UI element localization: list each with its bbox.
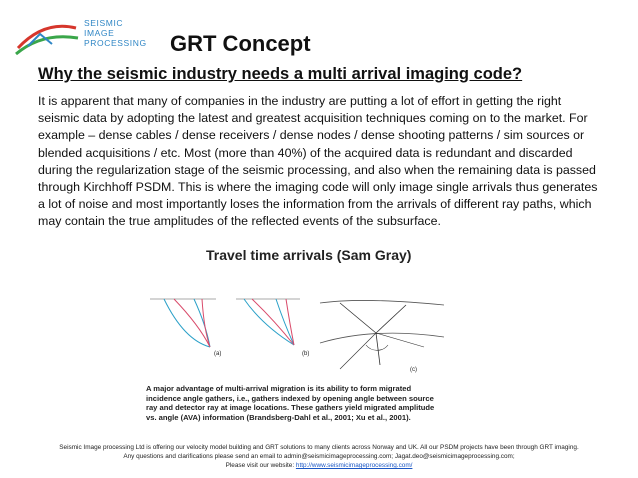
panel-label-c: (c) — [410, 367, 417, 373]
panel-label-b: (b) — [302, 351, 310, 357]
slide-title: GRT Concept — [170, 31, 311, 56]
panel-c-geometry — [320, 300, 444, 369]
website-link[interactable]: http://www.seismicimageprocessing.com/ — [295, 462, 413, 469]
logo-text — [84, 18, 147, 48]
panel-a-rays — [150, 299, 216, 347]
logo-line-2: IMAGE — [84, 28, 115, 38]
panel-b-rays — [236, 299, 300, 345]
panel-label-a: (a) — [214, 351, 222, 357]
slide-subtitle: Why the seismic industry needs a multi arrival imaging code? — [38, 65, 523, 83]
body-paragraph: It is apparent that many of companies in the industry are putting a lot of effort in getting the right seismic data by adopting the latest and greatest acquisition techniques coming on to the market. For example – dense cables / dense receivers / dense nodes / dense shooting patterns / sim sources or blended acquisitions / etc. Most (more than 40%) of the acquired data is redundant and discarded during the regularization stage of the seismic processing, and also when the remaining data is passed through Kirchhoff PSDM. This is where the imaging code will only image single arrivals thus generates a lot of noise and most importantly loses the information from the arrivals of different ray paths, which may contain the true amplitudes of the reflected events of the subsurface. — [38, 94, 598, 229]
figure-caption: A major advantage of multi-arrival migration is its ability to form migrated incidence angle gathers, i.e., gathers indexed by opening angle between source ray and detector ray at image locations. These gathers yield migrated amplitude vs. angle (AVA) information (Brandsberg-Dahl et al., 2001; Xu et al., 2001). — [146, 384, 435, 422]
figure-title: Travel time arrivals (Sam Gray) — [206, 247, 412, 263]
sigma-swoosh-logo-icon — [14, 18, 84, 58]
footer-line-1: Seismic Image processing Ltd is offering our velocity model building and GRT solutions to many clients across Norway and UK. All our PSDM projects have been through GRT imaging. — [59, 444, 579, 451]
footer-website-prefix: Please visit our website: — [225, 462, 296, 469]
footer — [30, 443, 608, 470]
logo-line-1: SEISMIC — [84, 18, 124, 28]
logo-line-3: PROCESSING — [84, 38, 147, 48]
company-logo — [14, 18, 147, 58]
ray-path-figure — [144, 285, 444, 385]
footer-line-2: Any questions and clarifications please send an email to admin@seismicimageprocessing.com; Jagat.deo@seismicimageprocessing.com; — [123, 453, 515, 460]
footer-line-3 — [30, 461, 608, 470]
